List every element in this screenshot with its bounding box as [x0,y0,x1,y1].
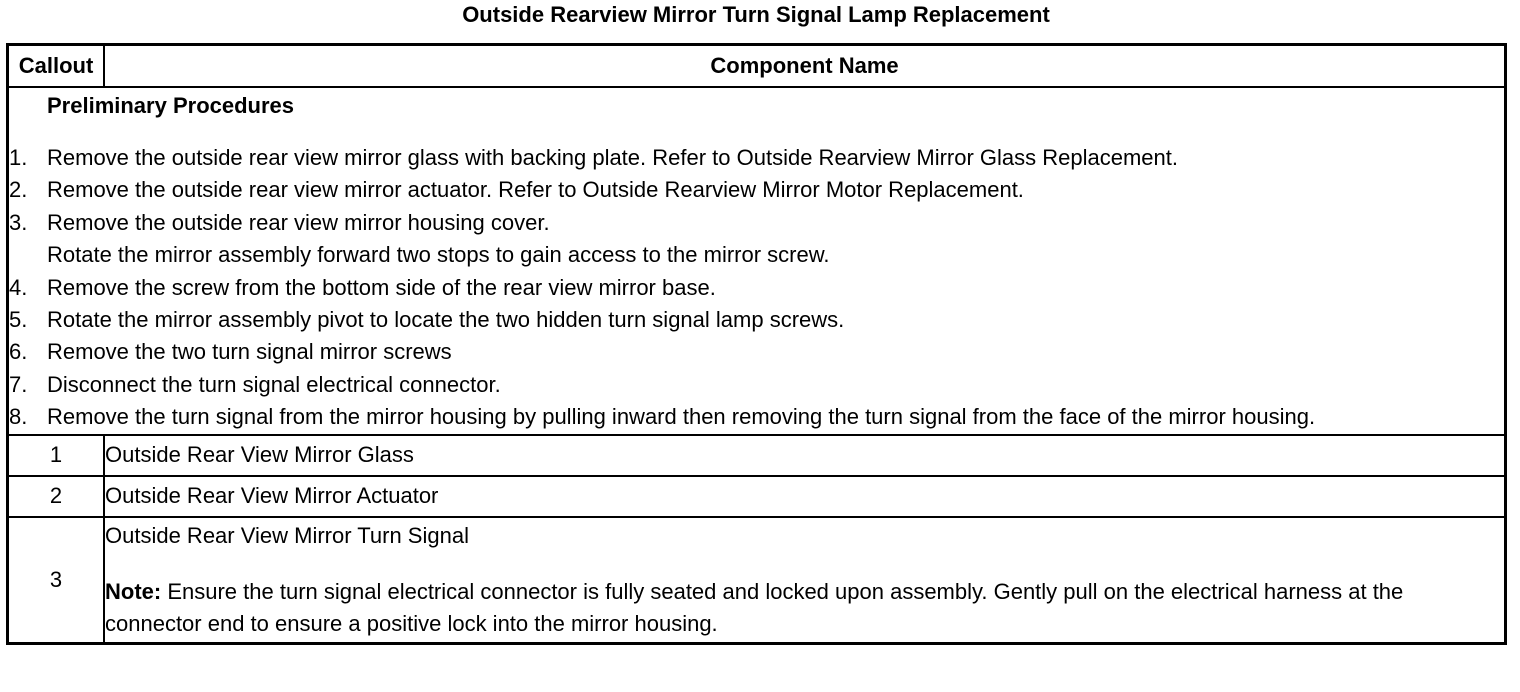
component-name: Outside Rear View Mirror Actuator [104,476,1506,517]
step-body [47,207,1504,272]
step-number: 5. [9,307,28,333]
note-text-block [105,576,1504,640]
step-text: Rotate the mirror assembly pivot to locate the two hidden turn signal lamp screws. [47,307,845,333]
procedure-step [9,142,1504,174]
step-number: 7. [9,371,28,397]
spacer [105,552,1504,576]
procedure-step [9,401,1504,433]
component-name: Outside Rear View Mirror Turn Signal [105,522,469,548]
procedure-step [9,369,1504,401]
page-title: Outside Rearview Mirror Turn Signal Lamp Replacement [462,2,1050,27]
table-header-row [8,45,1506,88]
procedure-steps-list [9,142,1504,434]
step-number: 6. [9,339,28,365]
note-text: Ensure the turn signal electrical connector is fully seated and locked upon assembly. Gently pull on the electrical harness at the connector end to ensure a positive lock into the mirror housing. [105,578,1404,636]
preliminary-procedures-cell [8,87,1506,435]
table-row [8,435,1506,476]
callout-number: 1 [8,435,105,476]
procedure-step [9,304,1504,336]
procedure-step [9,207,1504,272]
step-number: 8. [9,404,28,430]
procedure-step [9,174,1504,206]
step-number: 3. [9,209,28,235]
step-subtext: Rotate the mirror assembly forward two stops to gain access to the mirror screw. [47,242,830,268]
step-text: Disconnect the turn signal electrical connector. [47,371,501,397]
step-text: Remove the outside rear view mirror housing cover. [47,209,550,235]
step-number: 2. [9,177,28,203]
step-text: Remove the turn signal from the mirror housing by pulling inward then removing the turn signal from the face of the mirror housing. [47,404,1316,430]
preliminary-procedures-heading: Preliminary Procedures [47,93,295,118]
step-text: Remove the outside rear view mirror actuator. Refer to Outside Rearview Mirror Motor Replacement. [47,177,1024,203]
note-label: Note: [105,578,162,604]
table-row [8,476,1506,517]
callout-number: 2 [8,476,105,517]
procedure-step [9,336,1504,368]
table-row [8,517,1506,644]
step-number: 1. [9,145,28,170]
callout-column-header: Callout [8,45,105,88]
component-name-with-note [104,517,1506,644]
step-number: 4. [9,274,28,300]
component-name: Outside Rear View Mirror Glass [104,435,1506,476]
component-name-column-header: Component Name [104,45,1506,88]
procedure-step [9,272,1504,304]
step-text: Remove the screw from the bottom side of the rear view mirror base. [47,274,716,300]
step-text: Remove the outside rear view mirror glass with backing plate. Refer to Outside Rearview Mirror Glass Replacement. [47,145,1178,170]
component-table [6,43,1507,645]
preliminary-procedures-row [8,87,1506,435]
step-text: Remove the two turn signal mirror screws [47,339,452,365]
callout-number: 3 [8,517,105,644]
